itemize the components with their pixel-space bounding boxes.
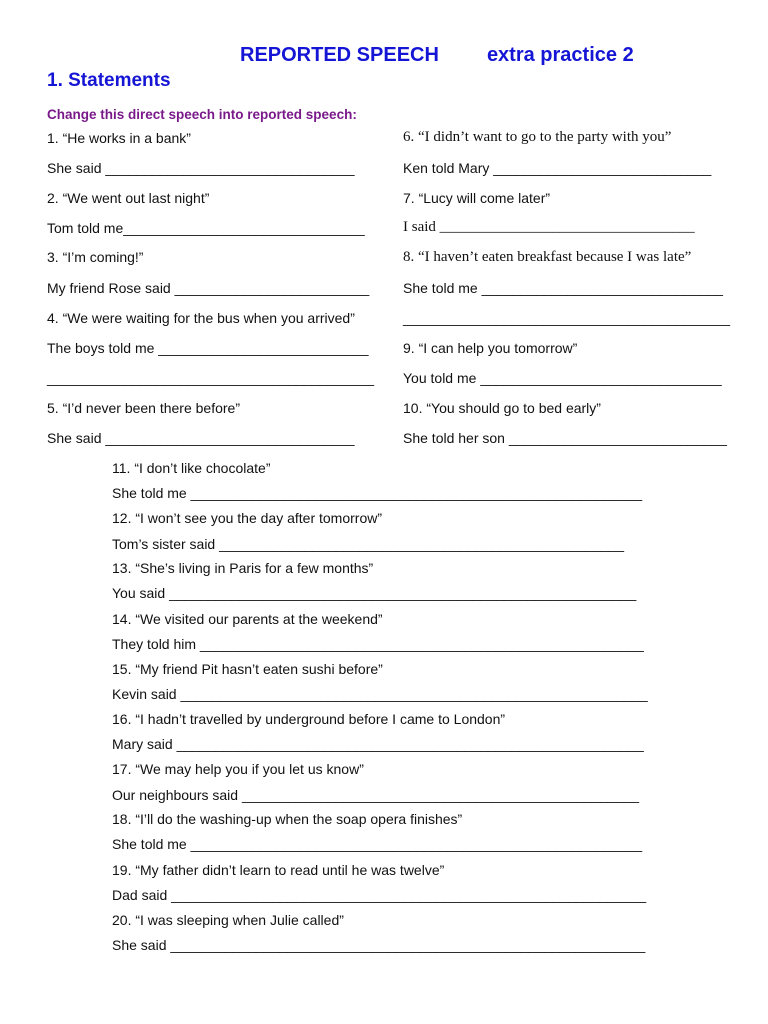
exercise-prompt: 20. “I was sleeping when Julie called”	[112, 912, 344, 928]
exercise-prompt: 12. “I won’t see you the day after tomorrow”	[112, 510, 383, 526]
exercise-prompt: 18. “I’ll do the washing-up when the soap opera finishes”	[112, 811, 463, 827]
exercise-prompt: 6. “I didn’t want to go to the party with you”	[403, 129, 672, 145]
page-title	[240, 44, 634, 67]
exercise-answer-line: Our neighbours said ___________________________________________________	[112, 787, 640, 803]
title-subtitle: extra practice 2	[486, 44, 634, 66]
exercise-answer-line: You said ____________________________________________________________	[112, 585, 637, 601]
exercise-prompt: 15. “My friend Pit hasn’t eaten sushi before”	[112, 661, 383, 677]
exercise-prompt: 9. “I can help you tomorrow”	[403, 340, 578, 356]
exercise-prompt: 19. “My father didn’t learn to read until he was twelve”	[112, 862, 445, 878]
exercise-prompt: 4. “We were waiting for the bus when you arrived”	[47, 310, 355, 326]
exercise-answer-line: You told me _______________________________	[403, 370, 722, 386]
exercise-answer-line: Tom told me_______________________________	[47, 220, 365, 236]
exercise-answer-line: She told me __________________________________________________________	[112, 836, 643, 852]
section-heading: 1. Statements	[47, 70, 171, 91]
exercise-prompt: 3. “I’m coming!”	[47, 249, 144, 265]
exercise-prompt: 11. “I don’t like chocolate”	[112, 460, 271, 476]
exercise-answer-line: They told him _________________________________________________________	[112, 636, 644, 652]
exercise-answer-line: The boys told me ___________________________	[47, 340, 369, 356]
exercise-prompt: 13. “She’s living in Paris for a few months”	[112, 560, 374, 576]
exercise-answer-line: She said _____________________________________________________________	[112, 937, 646, 953]
exercise-prompt: 16. “I hadn’t travelled by underground before I came to London”	[112, 711, 506, 727]
exercise-answer-line: __________________________________________	[47, 370, 375, 386]
exercise-answer-line: She told her son ____________________________	[403, 430, 727, 446]
exercise-prompt: 8. “I haven’t eaten breakfast because I was late”	[403, 249, 692, 265]
exercise-prompt: 5. “I’d never been there before”	[47, 400, 241, 416]
exercise-answer-line: Ken told Mary ____________________________	[403, 160, 712, 176]
exercise-answer-line: Mary said ____________________________________________________________	[112, 736, 644, 752]
exercise-prompt: 1. “He works in a bank”	[47, 130, 191, 146]
exercise-answer-line: Dad said _____________________________________________________________	[112, 887, 647, 903]
exercise-answer-line: She told me __________________________________________________________	[112, 485, 643, 501]
exercise-prompt: 10. “You should go to bed early”	[403, 400, 601, 416]
exercise-answer-line: She told me _______________________________	[403, 280, 723, 296]
instruction-text: Change this direct speech into reported speech:	[47, 107, 357, 122]
exercise-answer-line: __________________________________________	[403, 310, 731, 326]
exercise-answer-line: She said ________________________________	[47, 160, 355, 176]
exercise-answer-line: She said ________________________________	[47, 430, 355, 446]
title-main: REPORTED SPEECH	[240, 44, 439, 66]
exercise-answer-line: My friend Rose said _________________________	[47, 280, 370, 296]
exercise-prompt: 14. “We visited our parents at the weekend”	[112, 611, 383, 627]
exercise-answer-line: I said __________________________________	[403, 219, 695, 235]
exercise-prompt: 7. “Lucy will come later”	[403, 190, 551, 206]
exercise-prompt: 17. “We may help you if you let us know”	[112, 761, 364, 777]
exercise-answer-line: Tom’s sister said ____________________________________________________	[112, 536, 624, 552]
exercise-prompt: 2. “We went out last night”	[47, 190, 210, 206]
exercise-answer-line: Kevin said ____________________________________________________________	[112, 686, 648, 702]
